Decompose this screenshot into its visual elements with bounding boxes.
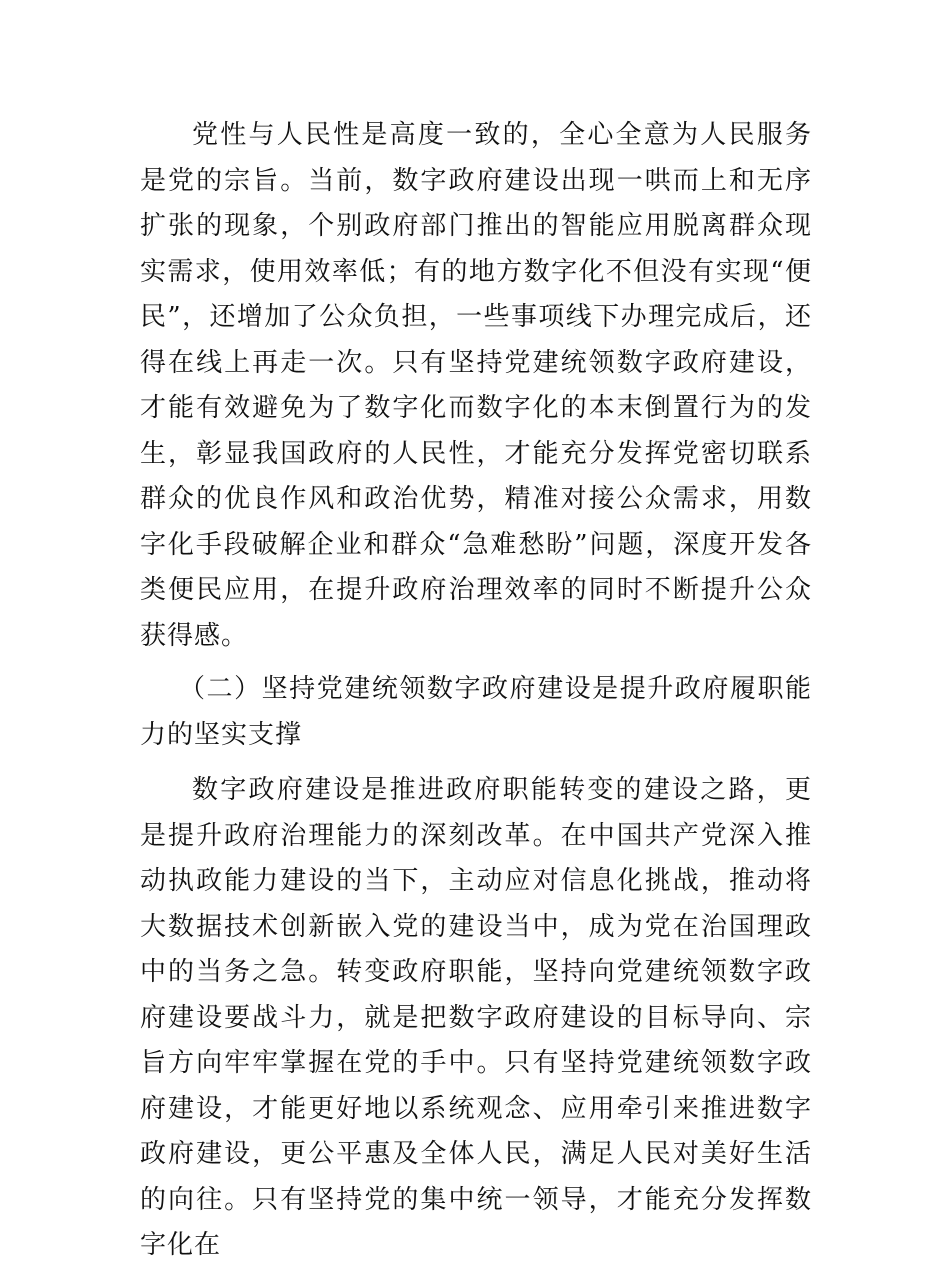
section-heading: （二）坚持党建统领数字政府建设是提升政府履职能力的坚实支撑 [140, 674, 812, 750]
body-paragraph: 党性与人民性是高度一致的，全心全意为人民服务是党的宗旨。当前，数字政府建设出现一哄而上和无序扩张的现象，个别政府部门推出的智能应用脱离群众现实需求，使用效率低；有的地方数字化不但没有实现“便民”，还增加了公众负担，一些事项线下办理完成后，还得在线上再走一次。只有坚持党建统领数字政府建设，才能有效避免为了数字化而数字化的本末倒置行为的发生，彰显我国政府的人民性，才能充分发挥党密切联系群众的优良作风和政治优势，精准对接公众需求，用数字化手段破解企业和群众“急难愁盼”问题，深度开发各类便民应用，在提升政府治理效率的同时不断提升公众获得感。 [140, 120, 812, 651]
body-paragraph: 数字政府建设是推进政府职能转变的建设之路，更是提升政府治理能力的深刻改革。在中国共产党深入推动执政能力建设的当下，主动应对信息化挑战，推动将大数据技术创新嵌入党的建设当中，成为党在治国理政中的当务之急。转变政府职能，坚持向党建统领数字政府建设要战斗力，就是把数字政府建设的目标导向、宗旨方向牢牢掌握在党的手中。只有坚持党建统领数字政府建设，才能更好地以系统观念、应用牵引来推进数字政府建设，更公平惠及全体人民，满足人民对美好生活的向往。只有坚持党的集中统一领导，才能充分发挥数字化在 [140, 775, 812, 1260]
document-page [140, 113, 812, 1269]
